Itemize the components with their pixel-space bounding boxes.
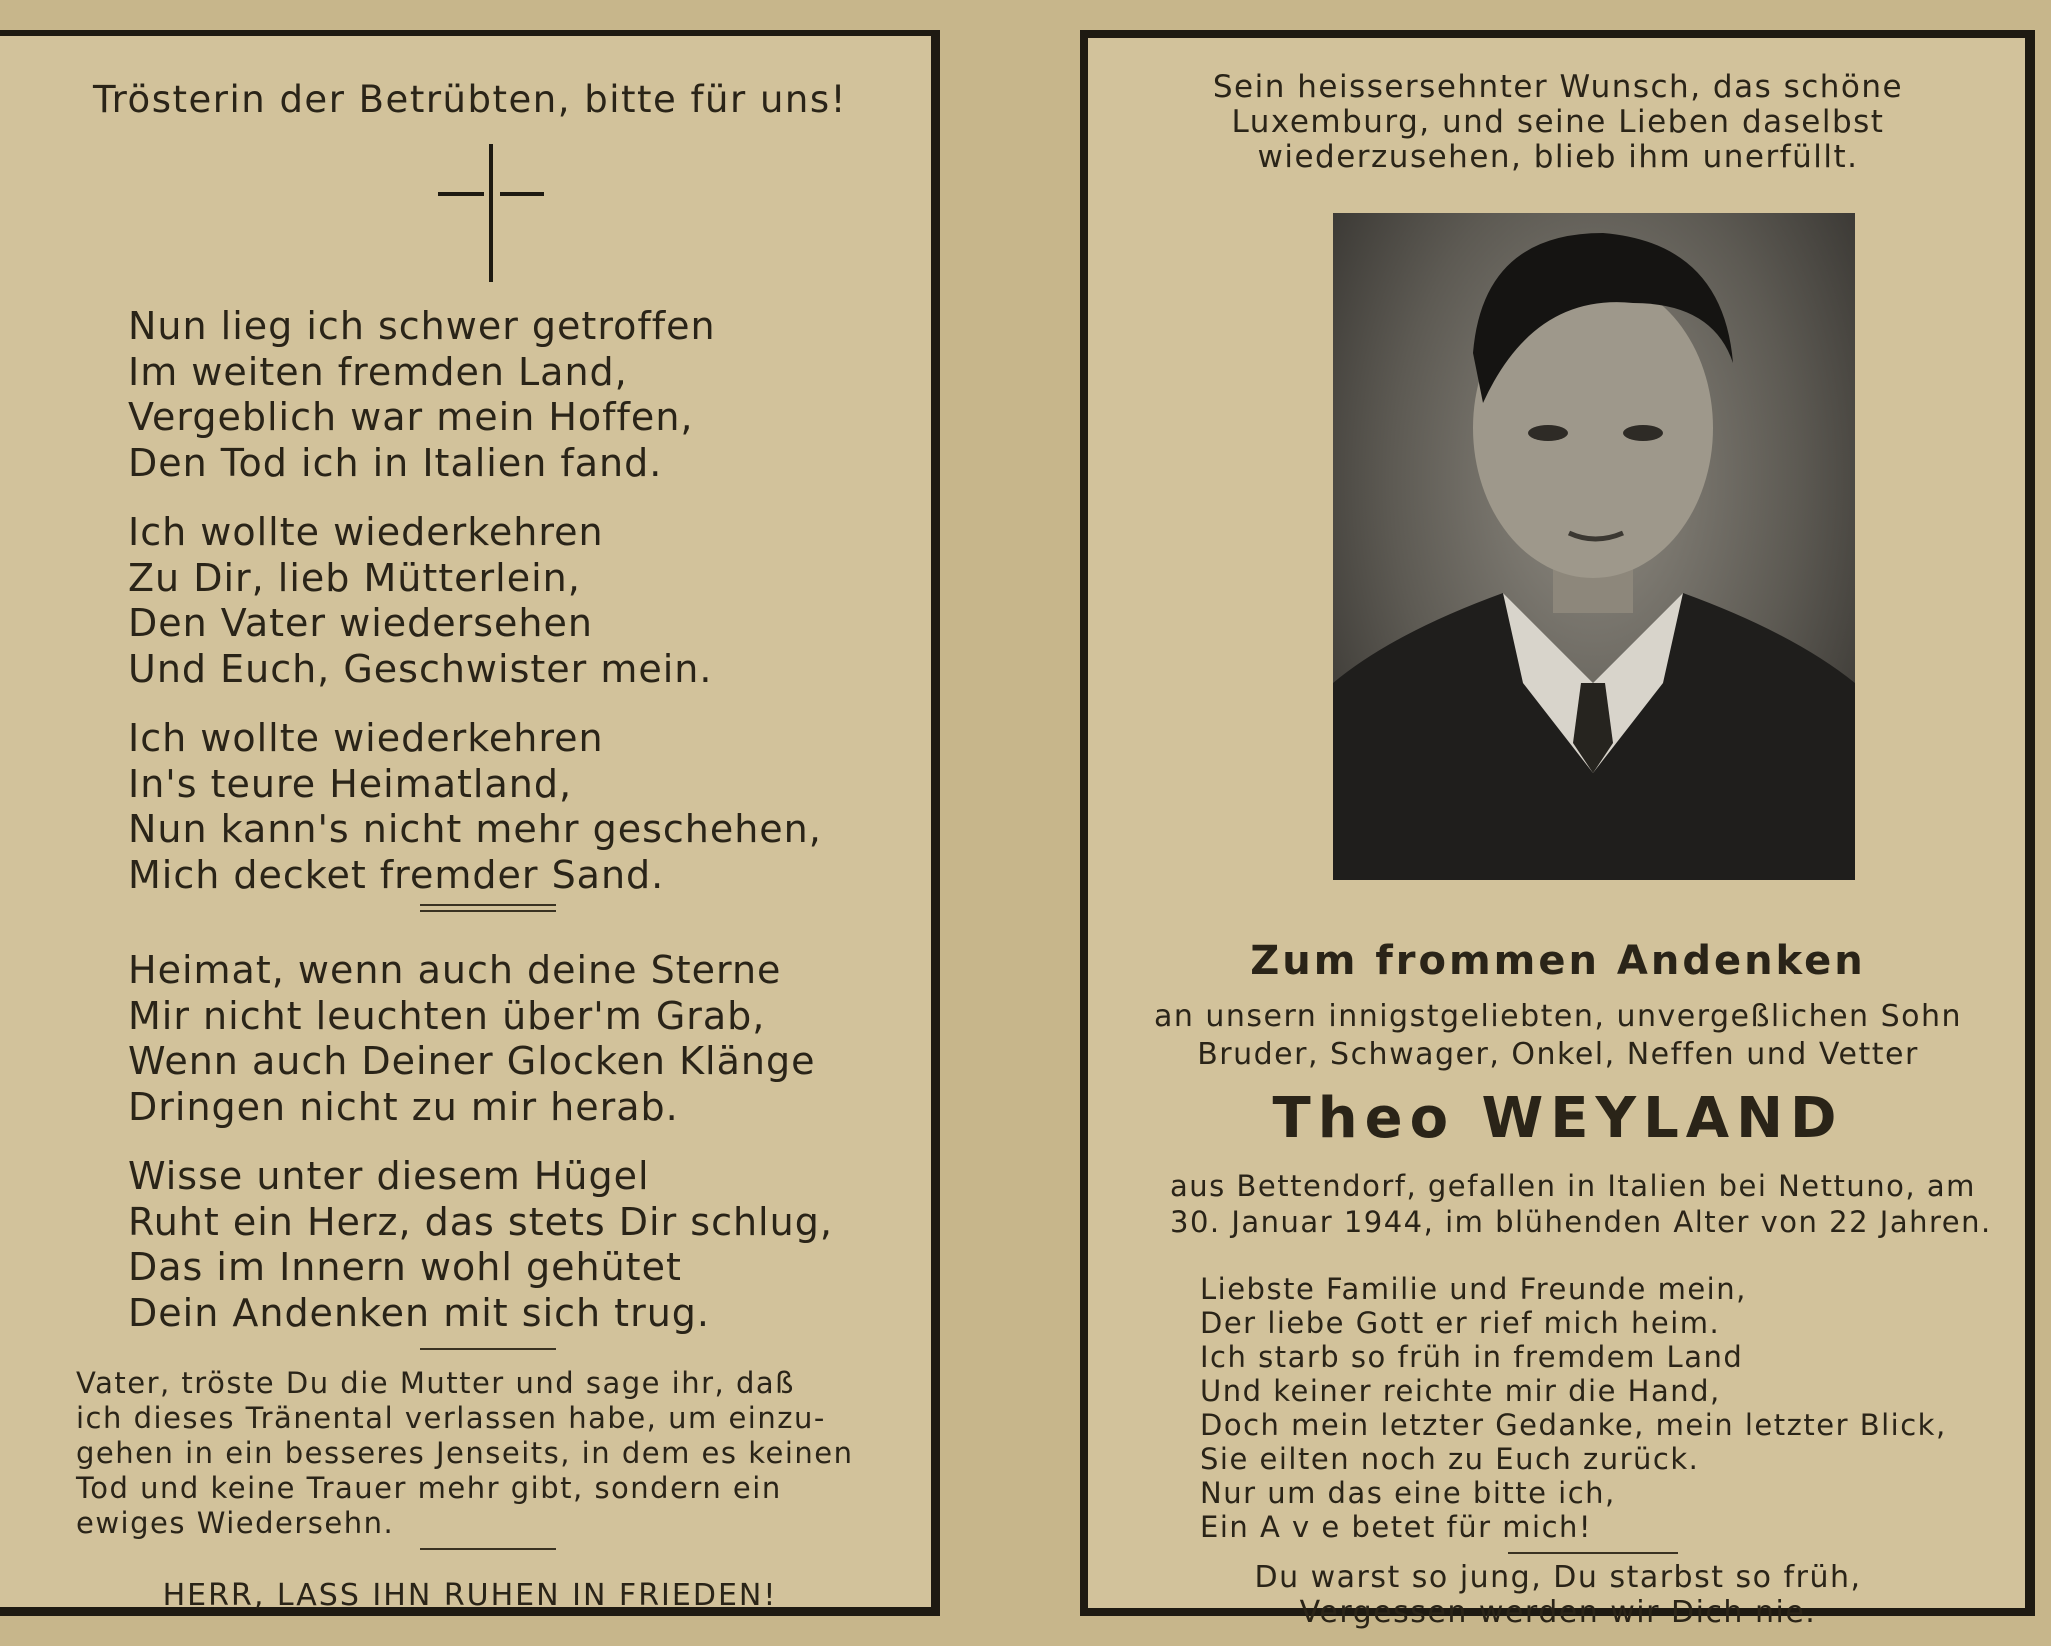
stanza-1 — [128, 304, 908, 486]
verse-line: Wenn auch Deiner Glocken Klänge — [128, 1039, 816, 1083]
verse-line: Und keiner reichte mir die Hand, — [1200, 1374, 1721, 1408]
verse-line: Dringen nicht zu mir herab. — [128, 1084, 679, 1129]
verse-line: Doch mein letzter Gedanke, mein letzter Blick, — [1200, 1408, 1947, 1442]
verse-line: In's teure Heimatland, — [128, 761, 573, 806]
verse-line: Das im Innern wohl gehütet — [128, 1245, 682, 1289]
closing-line: Du warst so jung, Du starbst so früh, — [1254, 1560, 1862, 1595]
verse-line: Dein Andenken mit sich trug. — [128, 1290, 710, 1335]
verse-line: Zu Dir, lieb Mütterlein, — [128, 555, 581, 600]
verse-line: Nun lieg ich schwer getroffen — [128, 304, 716, 348]
divider — [420, 904, 556, 906]
verse-line: Mich decket fremder Sand. — [128, 852, 665, 897]
verse-line: Vergeblich war mein Hoffen, — [128, 395, 694, 439]
closing-verse — [1128, 1560, 1988, 1630]
divider — [420, 910, 556, 912]
verse-line: Nun kann's nicht mehr geschehen, — [128, 807, 822, 851]
cross-icon — [438, 144, 544, 284]
verse-line: Im weiten fremden Land, — [128, 349, 628, 394]
verse-line: Und Euch, Geschwister mein. — [128, 646, 713, 691]
stanza-3 — [128, 716, 908, 898]
wish-line: wiederzusehen, blieb ihm unerfüllt. — [1257, 139, 1859, 175]
dedication-line: an unsern innigstgeliebten, unvergeßlichen Sohn — [1153, 999, 1963, 1034]
divider — [420, 1348, 556, 1350]
prose-line: ewiges Wiedersehn. — [76, 1506, 395, 1540]
left-card — [0, 30, 940, 1616]
dedication-line: Bruder, Schwager, Onkel, Neffen und Vetter — [1197, 1037, 1919, 1072]
details-line: aus Bettendorf, gefallen in Italien bei Nettuno, am — [1170, 1169, 1976, 1203]
wish-line: Luxemburg, und seine Lieben daselbst — [1231, 104, 1885, 140]
verse-line: Der liebe Gott er rief mich heim. — [1200, 1306, 1721, 1340]
verse-line: Den Vater wiedersehen — [128, 601, 593, 645]
divider — [420, 1548, 556, 1550]
verse-line: Nur um das eine bitte ich, — [1200, 1476, 1616, 1510]
prose-line: Vater, tröste Du die Mutter und sage ihr, daß — [76, 1366, 795, 1400]
verse-line: Ich wollte wiederkehren — [128, 716, 604, 760]
stanza-2 — [128, 510, 908, 692]
stanza-5 — [128, 1154, 908, 1336]
verse-line: Ruht ein Herz, das stets Dir schlug, — [128, 1199, 833, 1244]
verse-line: Wisse unter diesem Hügel — [128, 1154, 650, 1198]
verse-line: Ich starb so früh in fremdem Land — [1200, 1340, 1744, 1374]
details-line: 30. Januar 1944, im blühenden Alter von 22 Jahren. — [1170, 1205, 1992, 1239]
verse-line: Heimat, wenn auch deine Sterne — [128, 948, 782, 992]
wish-text — [1148, 70, 1968, 175]
father-prose — [76, 1366, 906, 1541]
right-card — [1080, 30, 2035, 1630]
left-heading: Trösterin der Betrübten, bitte für uns! — [93, 78, 847, 121]
verse-line: Ich wollte wiederkehren — [128, 510, 604, 554]
verse-line: Sie eilten noch zu Euch zurück. — [1200, 1442, 1700, 1476]
death-details — [1170, 1168, 2030, 1240]
prose-line: gehen in ein besseres Jenseits, in dem es keinen — [76, 1436, 854, 1470]
closing-prayer: HERR, LASS IHN RUHEN IN FRIEDEN! — [162, 1578, 778, 1613]
verse-line: Den Tod ich in Italien fand. — [128, 440, 663, 485]
portrait-photo — [1333, 213, 1855, 880]
memorial-heading: Zum frommen Andenken — [1250, 938, 1866, 984]
dedication — [1128, 998, 1988, 1074]
farewell-verse — [1200, 1272, 2030, 1544]
prose-line: ich dieses Tränental verlassen habe, um einzu- — [76, 1401, 826, 1435]
verse-line: Mir nicht leuchten über'm Grab, — [128, 993, 766, 1038]
divider — [1508, 1552, 1678, 1554]
deceased-name: Theo WEYLAND — [1272, 1086, 1844, 1151]
closing-line: Vergessen werden wir Dich nie. — [1299, 1595, 1817, 1630]
verse-line: Liebste Familie und Freunde mein, — [1200, 1272, 1747, 1306]
stanza-4 — [128, 948, 908, 1130]
prose-line: Tod und keine Trauer mehr gibt, sondern ein — [76, 1471, 782, 1505]
verse-line: Ein A v e betet für mich! — [1200, 1510, 1593, 1544]
wish-line: Sein heissersehnter Wunsch, das schöne — [1212, 69, 1904, 105]
